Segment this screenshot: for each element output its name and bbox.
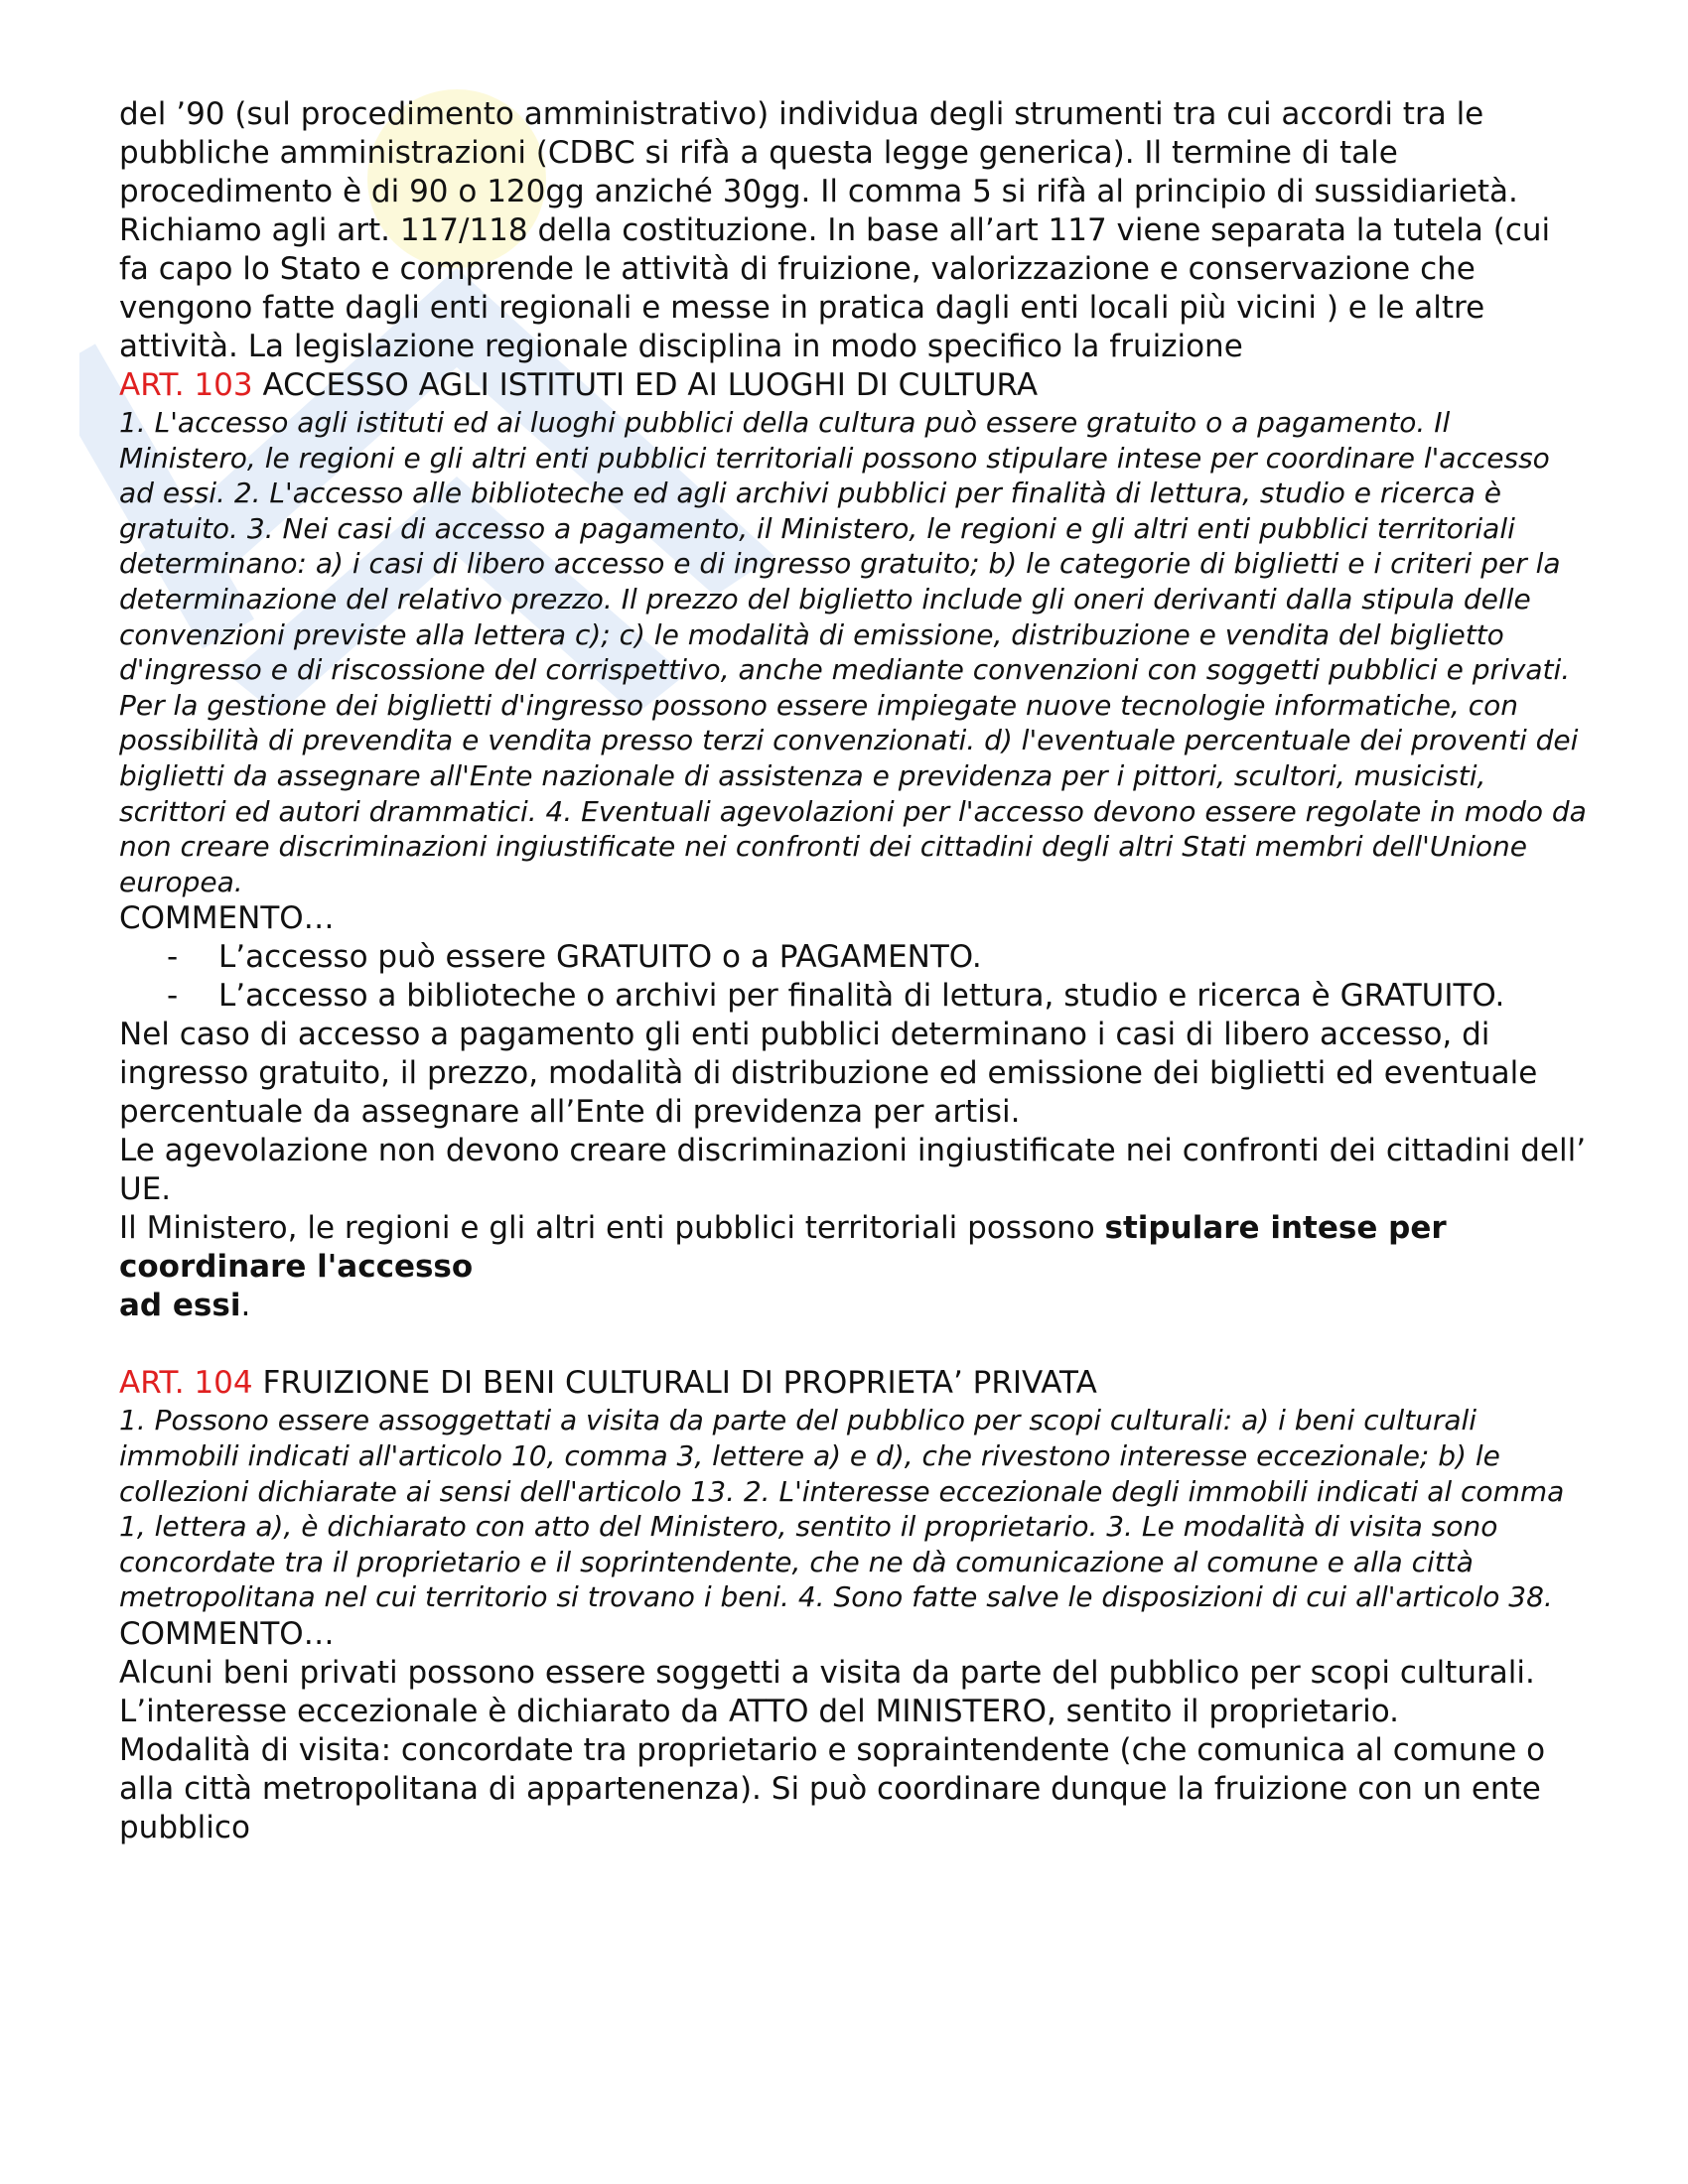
paragraph-3-end: . <box>240 1288 251 1324</box>
article-103-comment-paragraph-2: Le agevolazione non devono creare discriminazioni ingiustificate nei confronti dei cittadini dell’ UE. <box>119 1133 1587 1208</box>
article-104-text: 1. Possono essere assoggettati a visita da parte del pubblico per scopi culturali: a) i beni culturali immobili indicati all'articolo 10, comma 3, lettere a) e d), che rivestono interesse eccezionale; b) le collezioni dichiarate ai sensi dell'articolo 13. 2. L'interesse eccezionale degli immobili indicati al comma 1, lettera a), è dichiarato con atto del Ministero, sentito il proprietario. 3. Le modalità di visita sono concordate tra il proprietario e il soprintendente, che ne dà comunicazione al comune e alla città metropolitana nel cui territorio si trovano i beni. 4. Sono fatte salve le disposizioni di cui all'articolo 38. <box>119 1404 1565 1614</box>
article-104-title: FRUIZIONE DI BENI CULTURALI DI PROPRIETA’ PRIVATA <box>262 1365 1097 1402</box>
article-103-comment-paragraph-3 <box>119 1209 1589 1325</box>
article-103-text: 1. L'accesso agli istituti ed ai luoghi pubblici della cultura può essere gratuito o a pagamento. Il Ministero, le regioni e gli altri enti pubblici territoriali possono stipulare intese per coordinare l'accesso ad essi. 2. L'accesso alle biblioteche ed agli archivi pubblici per finalità di lettura, studio e ricerca è gratuito. 3. Nei casi di accesso a pagamento, il Ministero, le regioni e gli altri enti pubblici territoriali determinano: a) i casi di libero accesso e di ingresso gratuito; b) le categorie di biglietti e i criteri per la determinazione del relativo prezzo. Il prezzo del biglietto include gli oneri derivanti dalla stipula delle convenzioni previste alla lettera c); c) le modalità di emissione, distribuzione e vendita del biglietto d'ingresso e di riscossione del corrispettivo, anche mediante convenzioni con soggetti pubblici e privati. Per la gestione dei biglietti d'ingresso possono essere impiegate nuove tecnologie informatiche, con possibilità di prevendita e vendita presso terzi convenzionati. d) l'eventuale percentuale dei proventi dei biglietti da assegnare all'Ente nazionale di assistenza e previdenza per i pittori, scultori, musicisti, scrittori ed autori drammatici. 4. Eventuali agevolazioni per l'accesso devono essere regolate in modo da non creare discriminazioni ingiustificate nei confronti dei cittadini degli altri Stati membri dell'Unione europea. <box>119 406 1587 898</box>
article-103-comment-paragraph-1: Nel caso di accesso a pagamento gli enti pubblici determinano i casi di libero accesso, di ingresso gratuito, il prezzo, modalità di distribuzione ed emissione dei biglietti ed eventuale percentuale da assegnare all’Ente di previdenza per artisi. <box>119 1017 1538 1131</box>
bullet-text: L’accesso può essere GRATUITO o a PAGAMENTO. <box>218 939 982 976</box>
list-item <box>119 938 1589 977</box>
bullet-dash: - <box>167 939 179 976</box>
document-body <box>119 95 1589 1847</box>
list-item <box>119 977 1589 1016</box>
article-104-comment-paragraph-1: Alcuni beni privati possono essere soggetti a visita da parte del pubblico per scopi culturali. <box>119 1654 1535 1691</box>
article-103-heading <box>119 366 1589 405</box>
bullet-dash: - <box>167 978 179 1015</box>
article-103-title: ACCESSO AGLI ISTITUTI ED AI LUOGHI DI CULTURA <box>262 367 1039 403</box>
article-104-comment-paragraph-2: L’interesse eccezionale è dichiarato da ATTO del MINISTERO, sentito il proprietario. <box>119 1693 1399 1729</box>
article-104-number: ART. 104 <box>119 1365 253 1402</box>
article-104-heading <box>119 1364 1589 1403</box>
bullet-text: L’accesso a biblioteche o archivi per finalità di lettura, studio e ricerca è GRATUITO. <box>218 978 1505 1015</box>
article-103-bullet-list <box>119 938 1589 1016</box>
article-104-comment-paragraph-4: pubblico <box>119 1809 250 1845</box>
section-spacer <box>119 1325 1589 1364</box>
paragraph-3-start: Il Ministero, le regioni e gli altri enti pubblici territoriali possono <box>119 1210 1105 1247</box>
paragraph-3-bold-text: stipulare intese per coordinare l'accesso <box>119 1210 1447 1286</box>
intro-paragraph: del ’90 (sul procedimento amministrativo) individua degli strumenti tra cui accordi tra le pubbliche amministrazioni (CDBC si rifà a questa legge generica). Il termine di tale procedimento è di 90 o 120gg anziché 30gg. Il comma 5 si rifà al principio di sussidiarietà. Richiamo agli art. 117/118 della costituzione. In base all’art 117 viene separata la tutela (cui fa capo lo Stato e comprende le attività di fruizione, valorizzazione e conservazione che vengono fatte dagli enti regionali e messe in pratica dagli enti locali più vicini ) e le altre attività. La legislazione regionale disciplina in modo specifico la fruizione <box>119 96 1551 364</box>
article-104-comment-paragraph-3: Modalità di visita: concordate tra proprietario e sopraintendente (che comunica al comune o alla città metropolitana di appartenenza). Si può coordinare dunque la fruizione con un ente <box>119 1731 1546 1807</box>
paragraph-3-bold-continuation: ad essi <box>119 1288 241 1324</box>
article-103-comment-label: COMMENTO… <box>119 900 335 937</box>
article-104-comment-label: COMMENTO… <box>119 1615 335 1652</box>
article-103-number: ART. 103 <box>119 367 253 403</box>
